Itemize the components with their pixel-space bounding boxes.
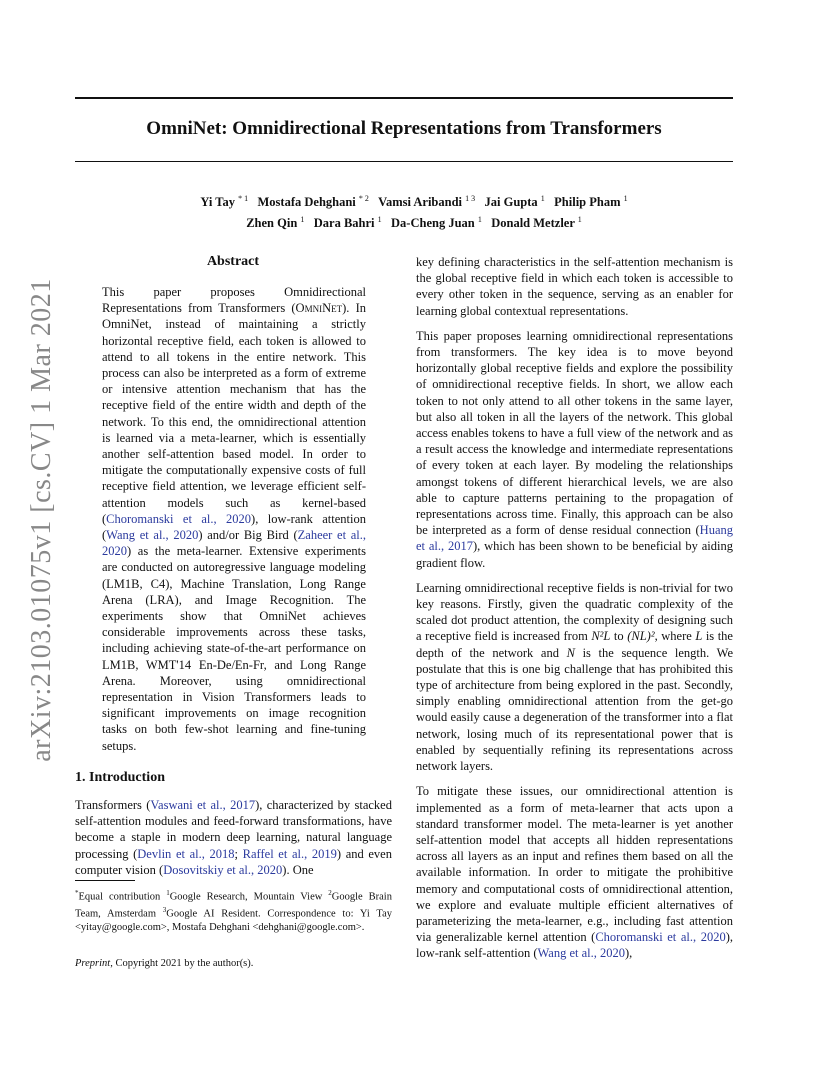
body-text: ), low-rank self-attention ( — [416, 930, 733, 961]
paragraph — [416, 580, 733, 774]
arxiv-identifier-stamp: arXiv:2103.01075v1 [cs.CV] 1 Mar 2021 — [26, 278, 57, 762]
author-name: Da-Cheng Juan — [391, 216, 475, 231]
author-name: Zhen Qin — [246, 216, 298, 231]
footnote-text: Google AI Resident. Correspondence to: Yi Tay <yitay@google.com>, Mostafa Dehghani <dehghani@google.com>. — [75, 908, 393, 933]
preprint-label: Preprint — [75, 958, 111, 969]
citation-link[interactable]: Raffel et al., 2019 — [242, 846, 337, 861]
citation-link[interactable]: Vaswani et al., 2017 — [150, 798, 256, 812]
top-rule — [75, 97, 733, 99]
body-text: , where — [654, 629, 696, 644]
paragraph — [416, 328, 733, 571]
intro-text: Transformers ( — [75, 798, 151, 812]
citation-link[interactable]: Zaheer et al., 2020 — [102, 528, 367, 559]
footnote-text: Google Brain Team, Amsterdam — [75, 891, 392, 920]
right-column — [416, 254, 733, 962]
author-name: Dara Bahri — [313, 216, 375, 231]
introduction-body — [75, 797, 392, 878]
citation-link[interactable]: Huang et al., 2017 — [416, 523, 733, 554]
body-text: To mitigate these issues, our omnidirectional attention is implemented as a form of meta-learner that acts upon a standard transformer model. The meta-learner is yet another self-attention model that accepts all hidden representations across all layers as an input and refines them based on all the available information. In order to mitigate the prohibitive memory and computational costs of omnidirectional attention, we explore and evaluate multiple efficient alternatives of parameterizing the meta-learner, e.g., including fast attention via generalizable kernel attention ( — [416, 784, 733, 945]
intro-text: ), characterized by stacked self-attention modules and feed-forward transformations, have become a staple in modern deep learning, natural language processing ( — [75, 798, 392, 861]
citation-link[interactable]: Devlin et al., 2018 — [137, 846, 235, 861]
author-affiliation: 1 — [577, 215, 582, 225]
paper-title: OmniNet: Omnidirectional Representations from Transformers — [146, 118, 662, 139]
math-expression: N²L — [591, 629, 611, 644]
body-text: is the depth of the network and — [416, 629, 733, 660]
body-text: ), which has been shown to be beneficial by aiding gradient flow. — [416, 539, 733, 570]
intro-text: ) and even computer vision ( — [75, 846, 392, 877]
body-text: Learning omnidirectional receptive fields is non-trivial for two key reasons. Firstly, given the quadratic complexity of the scaled dot product attention, the complexity of designing such a receptive field is increased from — [416, 580, 733, 644]
paragraph — [416, 783, 733, 961]
author-line-1 — [75, 190, 753, 211]
author-list — [75, 190, 753, 232]
abstract-text: ). In OmniNet, instead of maintaining a strictly horizontal receptive field, each token is allowed to attend to all tokens in the entire network. This process can also be interpreted as a form of extreme or intensive attention mechanism that has the receptive field of the entire width and depth of the network. To this end, the omnidirectional attention is learned via a meta-learner, which is essentially another self-attention based model. In order to mitigate the computationally expensive costs of full receptive field attention, we leverage efficient self-attention models such as kernel-based ( — [102, 301, 366, 526]
author-affiliation: * 2 — [358, 194, 369, 203]
body-text: is the sequence length. We postulate that this is one big challenge that has prohibited this type of architecture from being explored in the past. Secondly, simply enabling omnidirectional attention from the get-go would easily cause a degeneration of the transformer into a flat network, losing much of its representational power that is enabled by sequentially refining its representations across network layers. — [416, 645, 733, 774]
author-name: Philip Pham — [554, 195, 621, 210]
citation-link[interactable]: Dosovitskiy et al., 2020 — [163, 862, 283, 877]
intro-text: ). One — [282, 862, 314, 877]
citation-link[interactable]: Wang et al., 2020 — [106, 528, 199, 543]
introduction-heading: 1. Introduction — [75, 770, 165, 785]
footnote — [75, 887, 392, 935]
abstract-heading: Abstract — [206, 254, 260, 269]
footnote-text: Google Research, Mountain View — [169, 891, 329, 903]
math-expression: (NL)² — [627, 629, 655, 644]
citation-link[interactable]: Choromanski et al., 2020 — [595, 930, 726, 945]
author-name: Yi Tay — [200, 195, 235, 210]
author-affiliation: 1 — [477, 215, 482, 225]
copyright-text: , Copyright 2021 by the author(s). — [110, 958, 254, 969]
abstract-paragraph — [102, 284, 366, 754]
footnote-mark: 2 — [328, 889, 332, 897]
paragraph: key defining characteristics in the self-attention mechanism is the global receptive field in which each token is accessible to every other token in the sequence, serving as an enabler for learning global contextual representations. — [416, 255, 733, 318]
abstract-text: ) as the meta-learner. Extensive experiments are conducted on autoregressive language modeling (LM1B, C4), Machine Translation, Long Range Arena (LRA), and Image Recognition. The experiments show that OmniNet achieves considerable improvements across these tasks, including achieving state-of-the-art performance on LM1B, WMT'14 En-De/En-Fr, and Long Range Arena. Moreover, using omnidirectional representation in Vision Transformers leads to significant improvements on image recognition tasks on both few-shot learning and fine-tuning setups. — [102, 544, 366, 753]
abstract-text: This paper proposes Omnidirectional Representations from Transformers ( — [102, 285, 366, 316]
author-affiliation: * 1 — [238, 194, 249, 203]
title-bottom-rule — [75, 161, 733, 162]
citation-link[interactable]: Choromanski et al., 2020 — [106, 511, 252, 526]
introduction-paragraph — [75, 797, 392, 878]
abstract-body — [102, 284, 366, 754]
abstract-text: ), low-rank attention ( — [102, 511, 367, 543]
math-symbol: L — [695, 629, 703, 644]
author-name: Jai Gupta — [484, 195, 538, 210]
citation-link[interactable]: Wang et al., 2020 — [537, 946, 625, 961]
footnote-mark: * — [75, 889, 79, 897]
body-text: ), — [625, 946, 633, 961]
author-name: Donald Metzler — [491, 216, 575, 231]
footnote-text: Equal contribution — [78, 891, 167, 903]
author-affiliation: 1 — [540, 194, 545, 203]
author-name: Vamsi Aribandi — [378, 195, 463, 210]
intro-text: ; — [234, 846, 243, 861]
omninet-acronym: OmniNet — [295, 301, 343, 316]
footnote-mark: 1 — [166, 889, 170, 897]
abstract-text: ) and/or Big Bird ( — [198, 528, 298, 543]
preprint-notice — [75, 958, 253, 969]
body-text: to — [610, 629, 628, 644]
author-affiliation: 1 — [300, 215, 305, 225]
footnote-mark: 3 — [162, 906, 167, 914]
author-affiliation: 1 — [623, 194, 628, 203]
math-symbol: N — [566, 645, 575, 660]
author-name: Mostafa Dehghani — [257, 195, 356, 210]
author-affiliation: 1 3 — [465, 194, 476, 203]
author-line-2 — [75, 211, 753, 232]
footnote-rule — [75, 880, 135, 881]
author-affiliation: 1 — [377, 215, 382, 225]
body-text: This paper proposes learning omnidirectional representations from transformers. The key idea is to move beyond horizontally global receptive fields and explore the possibility of omnidirectional receptive fields. In short, we allow each token to not only attend to all other tokens in the same layer, but also all token in all the layers of the network. This global access enables tokens to have a full view of the network and as a result access the knowledge and intermediate representations of every token at each layer. By modeling the relationships amongst tokens of different hierarchical levels, we are also able to capture patterns pertaining to the propagation of representations across time. Finally, this approach can be also be interpreted as a form of dense residual connection ( — [416, 328, 733, 538]
